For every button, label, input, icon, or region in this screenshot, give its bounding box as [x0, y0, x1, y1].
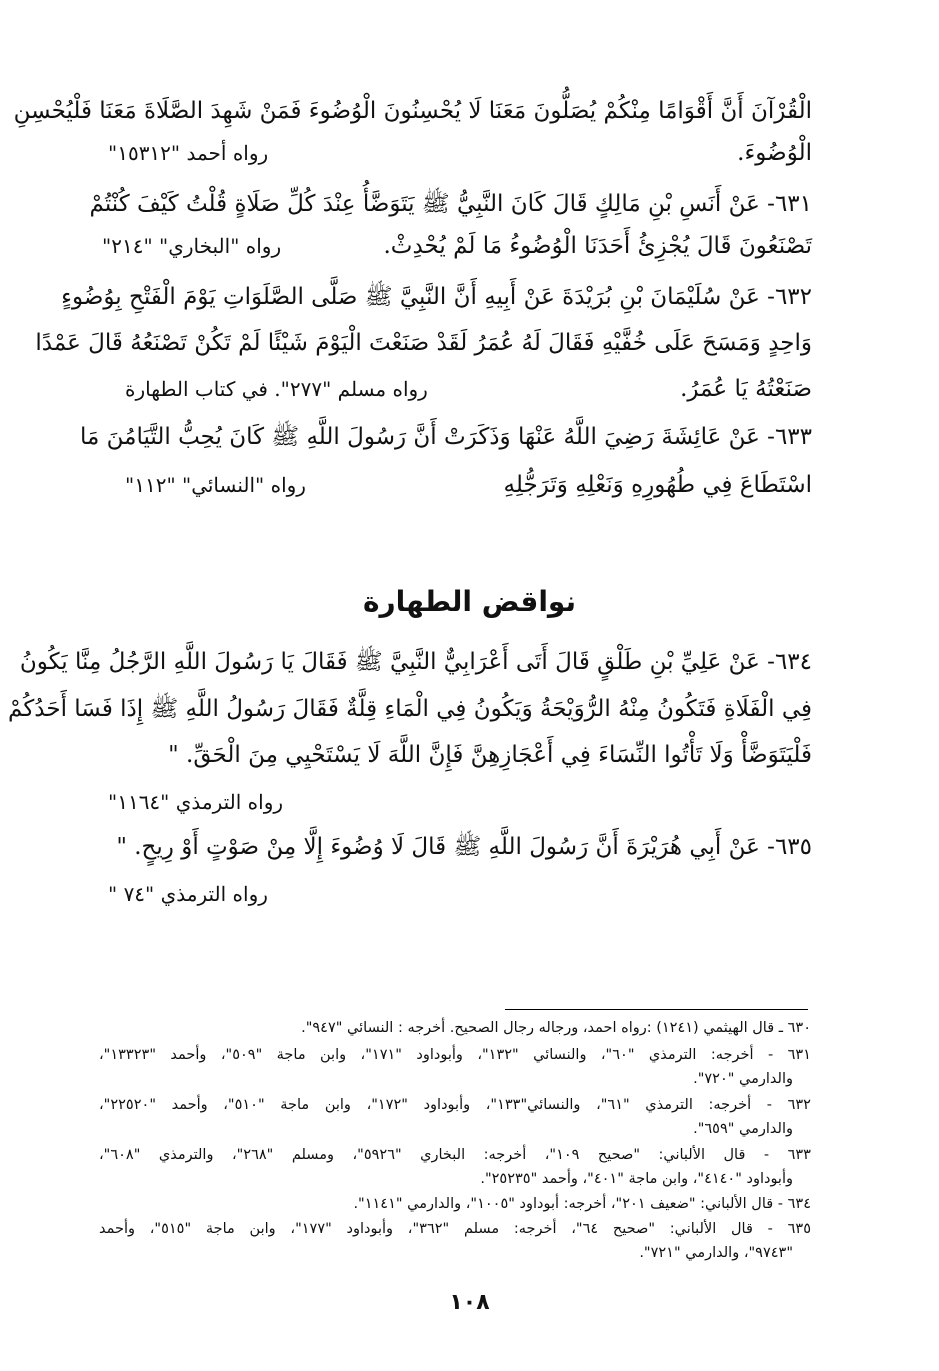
text-line: الْقُرْآنَ أَنَّ أَقْوَامًا مِنْكُمْ يُصَلُّونَ مَعَنَا لَا يُحْسِنُونَ الْوُضُوءَ فَمَنْ شَهِدَ الصَّلَاةَ مَعَنَا فَلْيُحْسِنِ	[13, 98, 812, 124]
hadith-632-line: صَنَعْتُهُ يَا عُمَرُ.	[680, 376, 812, 402]
hadith-source: رواه الترمذي "٧٤ "	[108, 882, 268, 906]
hadith-634-line: ٦٣٤- عَنْ عَلِيِّ بْنِ طَلْقٍ قَالَ أَتَى أَعْرَابِيٌّ النَّبِيَّ ﷺ فَقَالَ يَا رَسُولَ اللَّهِ الرَّجُلُ مِنَّا يَكُونُ	[19, 649, 812, 675]
hadith-635-line: ٦٣٥- عَنْ أَبِي هُرَيْرَةَ أَنَّ رَسُولَ اللَّهِ ﷺ قَالَ لَا وُضُوءَ إِلَّا مِنْ صَوْتٍ أَوْ رِيحٍ. "	[116, 834, 812, 860]
hadith-632-line: ٦٣٢- عَنْ سُلَيْمَانَ بْنِ بُرَيْدَةَ عَنْ أَبِيهِ أَنَّ النَّبِيَّ ﷺ صَلَّى الصَّلَوَاتِ يَوْمَ الْفَتْحِ بِوُضُوءٍ	[61, 284, 812, 310]
footnote: ٦٣٢ - أخرجه: الترمذي "٦١"، والنسائي"١٣٣"، وأبوداود "١٧٢"، وابن ماجة "٥١٠"، وأحمد "٢٢٥٢٠"،	[99, 1097, 811, 1113]
footnote: والدارمي "٦٥٩".	[693, 1121, 793, 1137]
page-number: ١٠٨	[449, 1290, 490, 1315]
hadith-633-line: اسْتَطَاعَ فِي طُهُورِهِ وَنَعْلِهِ وَتَرَجُّلِهِ	[503, 472, 812, 498]
hadith-631-line: ٦٣١- عَنْ أَنَسِ بْنِ مَالِكٍ قَالَ كَانَ النَّبِيُّ ﷺ يَتَوَضَّأُ عِنْدَ كُلِّ صَلَاةٍ قُلْتُ كَيْفَ كُنْتُمْ	[89, 191, 812, 217]
footnote: والدارمي "٧٢٠".	[693, 1071, 793, 1087]
footnote: "٩٧٤٣"، والدارمي "٧٢١".	[639, 1245, 793, 1261]
hadith-631-line: تَصْنَعُونَ قَالَ يُجْزِئُ أَحَدَنَا الْوُضُوءُ مَا لَمْ يُحْدِثْ.	[383, 233, 812, 259]
hadith-source: رواه "البخاري" "٢١٤"	[102, 234, 282, 258]
hadith-source: رواه "النسائي" "١١٢"	[125, 473, 306, 497]
hadith-634-line: فَلْيَتَوَضَّأْ وَلَا تَأْتُوا النِّسَاءَ فِي أَعْجَازِهِنَّ فَإِنَّ اللَّهَ لَا يَسْتَحْيِي مِنَ الْحَقِّ. "	[168, 742, 812, 768]
hadith-source: رواه أحمد "١٥٣١٢"	[108, 141, 269, 165]
footnote: ٦٣٣ - قال الألباني: "صحيح ١٠٩"، أخرجه: البخاري "٥٩٢٦"، ومسلم "٢٦٨"، والترمذي "٦٠٨"،	[99, 1147, 811, 1163]
hadith-source: رواه الترمذي "١١٦٤"	[108, 790, 284, 814]
footnote: ٦٣٤ - قال الألباني: "ضعيف ٢٠١"، أخرجه: أبوداود "١٠٠٥"، والدارمي "١١٤١".	[353, 1196, 811, 1212]
hadith-632-line: وَاحِدٍ وَمَسَحَ عَلَى خُفَّيْهِ فَقَالَ لَهُ عُمَرُ لَقَدْ صَنَعْتَ الْيَوْمَ شَيْئًا لَمْ تَكُنْ تَصْنَعُهُ قَالَ عَمْدًا	[35, 330, 812, 356]
footnote: ٦٣٠ ـ قال الهيثمي (١٢٤١) :رواه احمد، ورجاله رجال الصحيح. أخرجه : النسائي "٩٤٧".	[301, 1020, 811, 1036]
footnote-divider	[505, 1009, 808, 1010]
section-heading: نواقض الطهارة	[363, 585, 576, 618]
footnote: وأبوداود "٤١٤٠"، وابن ماجة "٤٠١"، وأحمد "٢٥٢٣٥".	[480, 1171, 793, 1187]
text-line: الْوُضُوءَ.	[737, 140, 812, 166]
hadith-633-line: ٦٣٣- عَنْ عَائِشَةَ رَضِيَ اللَّهُ عَنْهَا وَذَكَرَتْ أَنَّ رَسُولَ اللَّهِ ﷺ كَانَ يُحِبُّ التَّيَامُنَ مَا	[80, 424, 812, 450]
hadith-634-line: فِي الْفَلَاةِ فَتَكُونُ مِنْهُ الرُّوَيْحَةُ وَيَكُونُ فِي الْمَاءِ قِلَّةٌ فَقَالَ رَسُولُ اللَّهِ ﷺ إِذَا فَسَا أَحَدُكُمْ	[8, 696, 812, 722]
footnote: ٦٣٥ - قال الألباني: "صحيح ٦٤"، أخرجه: مسلم "٣٦٢"، وأبوداود "١٧٧"، وابن ماجة "٥١٥"، وأحمد	[99, 1221, 811, 1237]
footnote: ٦٣١ - أخرجه: الترمذي "٦٠"، والنسائي "١٣٢"، وأبوداود "١٧١"، وابن ماجة "٥٠٩"، وأحمد "١٣٣٢٣"،	[99, 1047, 811, 1063]
hadith-source: رواه مسلم "٢٧٧". في كتاب الطهارة	[125, 377, 428, 401]
